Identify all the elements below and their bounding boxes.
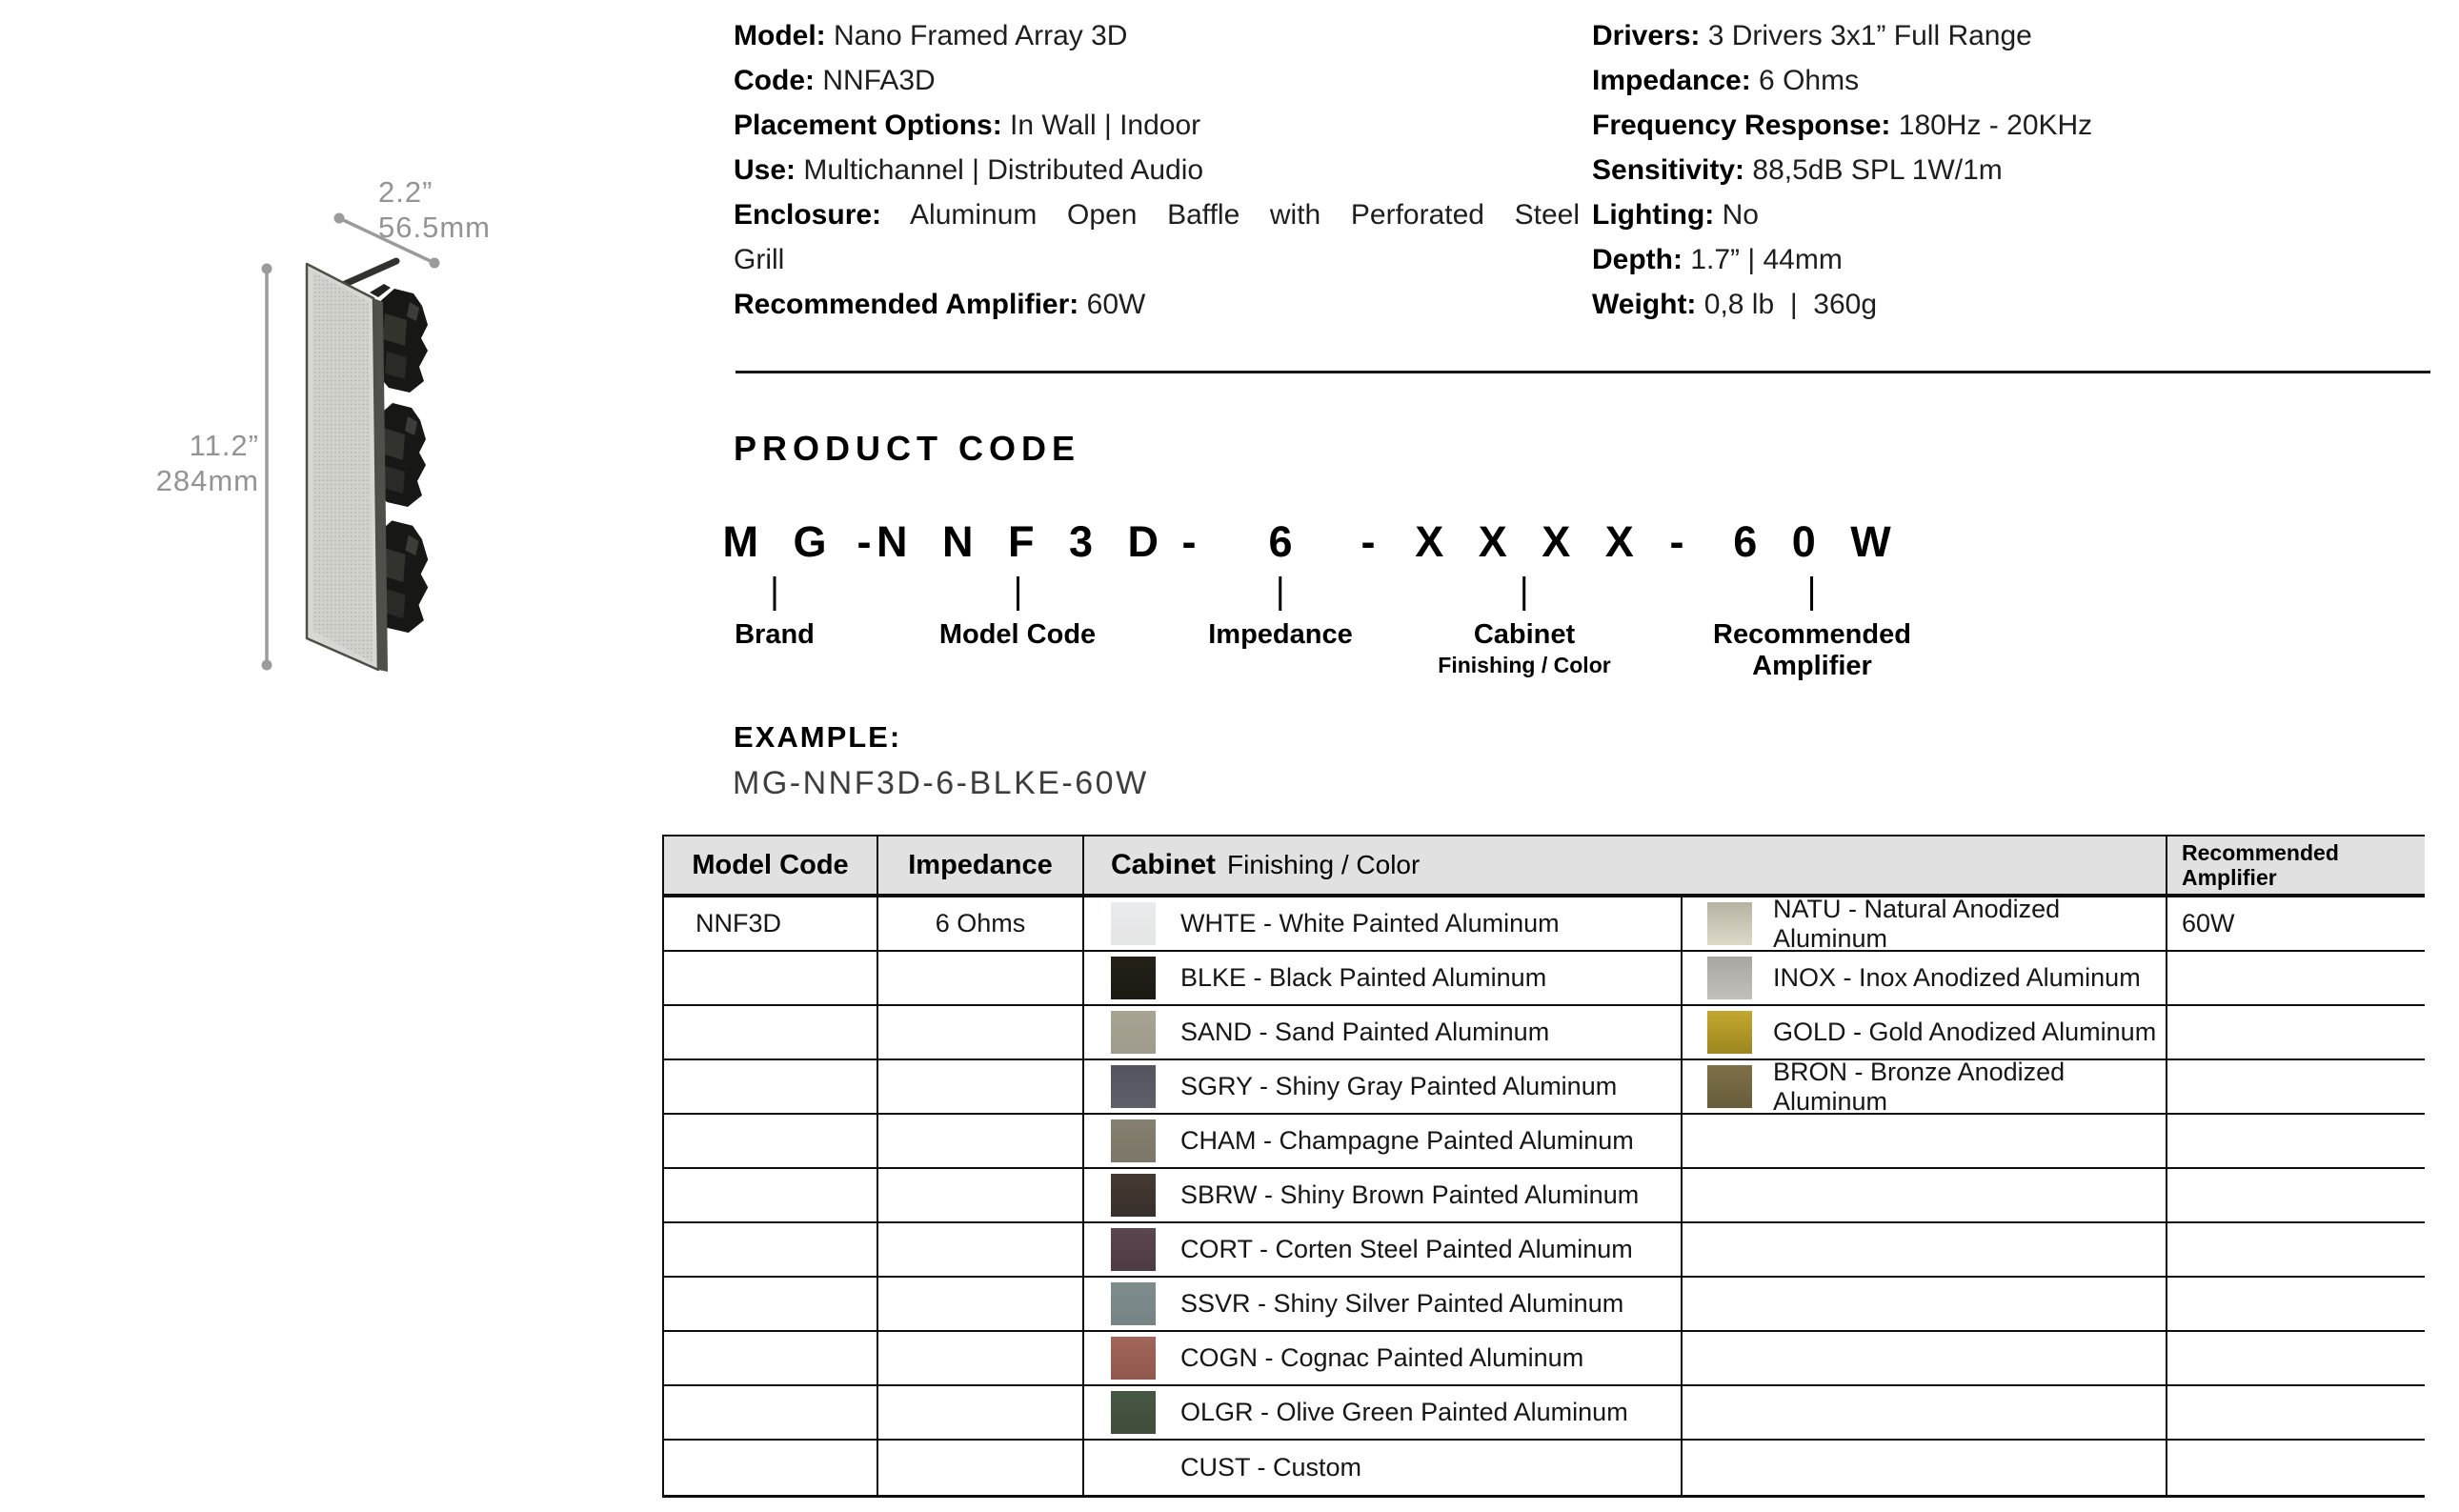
code-segment-label: Impedance	[1208, 619, 1353, 650]
finishes-table	[662, 835, 2425, 1498]
code-segment-impedance	[1208, 517, 1353, 651]
impedance-cell	[878, 1115, 1084, 1167]
specs-column-left	[734, 13, 1580, 327]
cabinet-finish-cell	[1084, 1332, 1683, 1384]
finish-label: CHAM - Champagne Painted Aluminum	[1180, 1126, 1634, 1155]
cabinet-finish-cell	[1084, 897, 1683, 950]
code-separator: -	[857, 517, 872, 566]
spec-label: Impedance:	[1592, 65, 1751, 96]
recommended-amplifier-cell: 60W	[2182, 909, 2235, 937]
code-separator: -	[1361, 517, 1376, 566]
spec-line: Use: Multichannel | Distributed Audio	[734, 154, 1204, 186]
spec-label: Depth:	[1592, 244, 1683, 275]
recommended-amplifier-cell	[2167, 1386, 2425, 1439]
model-code-cell	[664, 952, 878, 1004]
cabinet-finish-cell	[1683, 1057, 2167, 1116]
spec-label: Model:	[734, 20, 826, 51]
code-segment-label: Model Code	[938, 619, 1097, 650]
cabinet-finish-cell	[1683, 1441, 2167, 1495]
impedance-cell	[878, 1332, 1084, 1384]
header-cabinet	[1084, 837, 2167, 894]
finish-label: WHTE - White Painted Aluminum	[1180, 909, 1560, 937]
table-row	[664, 1057, 2425, 1116]
impedance-cell	[878, 1223, 1084, 1276]
product-code-title: PRODUCT CODE	[734, 429, 1081, 468]
finish-color-swatch	[1707, 1011, 1752, 1054]
code-segment-tick	[1017, 576, 1019, 611]
code-segment-value: X X X X	[1415, 517, 1645, 566]
spec-line: Lighting: No	[1592, 199, 1759, 231]
spec-line-continuation: Grill	[734, 244, 785, 275]
cabinet-finish-cell	[1683, 1223, 2167, 1276]
cabinet-finish-cell	[1084, 1060, 1683, 1113]
product-code-diagram	[0, 517, 2459, 708]
finish-color-swatch	[1111, 1065, 1156, 1108]
finish-color-swatch	[1111, 1282, 1156, 1325]
code-segment-brand	[712, 517, 838, 651]
finish-color-swatch	[1111, 1174, 1156, 1217]
height-mm: 284mm	[155, 464, 259, 497]
width-dimension-label	[378, 174, 491, 245]
finish-label: INOX - Inox Anodized Aluminum	[1773, 963, 2141, 992]
spec-line: Frequency Response: 180Hz - 20KHz	[1592, 110, 2093, 141]
cabinet-finish-cell	[1683, 1332, 2167, 1384]
impedance-cell	[878, 1006, 1084, 1058]
spec-label: Placement Options:	[734, 110, 1002, 141]
example-code: MG-NNF3D-6-BLKE-60W	[733, 765, 1149, 801]
model-code-cell	[664, 1223, 878, 1276]
recommended-amplifier-cell	[2167, 1006, 2425, 1058]
code-segment-tick	[1522, 576, 1525, 611]
cabinet-finish-cell	[1683, 1115, 2167, 1167]
finish-color-swatch	[1111, 1228, 1156, 1271]
code-segment-value: 6	[1268, 517, 1304, 566]
spec-line: Weight: 0,8 lb | 360g	[1592, 289, 1878, 320]
cabinet-finish-cell	[1084, 1278, 1683, 1330]
specs-column-right	[1592, 13, 2249, 327]
code-segment-label: Recommended	[1713, 619, 1911, 650]
spec-line: Model: Nano Framed Array 3D	[734, 20, 1128, 51]
model-code-cell	[664, 1006, 878, 1058]
finish-color-swatch	[1707, 957, 1752, 999]
table-row	[664, 1169, 2425, 1223]
spec-label: Lighting:	[1592, 199, 1715, 231]
model-code-cell	[664, 1386, 878, 1439]
recommended-amplifier-cell	[2167, 1278, 2425, 1330]
finish-color-swatch	[1111, 902, 1156, 945]
model-code-cell	[664, 1060, 878, 1113]
recommended-amplifier-cell	[2167, 1060, 2425, 1113]
spec-line: Impedance: 6 Ohms	[1592, 65, 1860, 96]
impedance-cell	[878, 952, 1084, 1004]
header-rec-amp-line1: Recommended	[2182, 840, 2339, 865]
code-segment-cabinet	[1403, 517, 1645, 678]
finish-label: SSVR - Shiny Silver Painted Aluminum	[1180, 1289, 1624, 1318]
cabinet-finish-cell	[1084, 1169, 1683, 1221]
impedance-cell	[878, 1386, 1084, 1439]
table-row	[664, 894, 2425, 953]
table-header-row	[664, 837, 2425, 897]
finish-color-swatch	[1707, 902, 1752, 945]
table-row	[664, 1006, 2425, 1060]
table-row	[664, 1278, 2425, 1332]
cabinet-finish-cell	[1084, 1441, 1683, 1495]
width-mm: 56.5mm	[378, 211, 491, 244]
cabinet-finish-cell	[1084, 1386, 1683, 1439]
cabinet-finish-cell	[1683, 952, 2167, 1004]
finish-label: COGN - Cognac Painted Aluminum	[1180, 1343, 1584, 1372]
spec-label: Drivers:	[1592, 20, 1701, 51]
header-rec-amp-line2: Amplifier	[2182, 865, 2277, 890]
code-segment-model-code	[865, 517, 1170, 651]
finish-label: BLKE - Black Painted Aluminum	[1180, 963, 1547, 992]
recommended-amplifier-cell	[2167, 952, 2425, 1004]
spec-label: Enclosure:	[734, 199, 882, 231]
header-cabinet-sub: Finishing / Color	[1227, 850, 1421, 879]
spec-label: Weight:	[1592, 289, 1697, 320]
spec-line: Depth: 1.7” | 44mm	[1592, 244, 1843, 275]
finish-label: SBRW - Shiny Brown Painted Aluminum	[1180, 1180, 1640, 1209]
header-impedance: Impedance	[878, 837, 1084, 894]
code-segment-tick	[774, 576, 776, 611]
recommended-amplifier-cell	[2167, 1441, 2425, 1495]
table-row	[664, 1332, 2425, 1386]
recommended-amplifier-cell	[2167, 1115, 2425, 1167]
header-cabinet-bold: Cabinet	[1111, 849, 1217, 880]
spec-line: Enclosure: Aluminum Open Baffle with Perforated Steel	[734, 199, 1580, 231]
cabinet-finish-cell	[1683, 894, 2167, 953]
model-code-cell	[664, 1169, 878, 1221]
code-segment-value: 6 0 W	[1733, 517, 1903, 566]
impedance-cell: 6 Ohms	[878, 897, 1084, 950]
height-dimension-label	[112, 428, 259, 498]
finish-label: SAND - Sand Painted Aluminum	[1180, 1018, 1550, 1046]
finish-label: OLGR - Olive Green Painted Aluminum	[1180, 1398, 1628, 1426]
spec-label: Frequency Response:	[1592, 110, 1891, 141]
section-divider	[736, 371, 2430, 373]
table-row	[664, 1223, 2425, 1278]
model-code-cell	[664, 1332, 878, 1384]
impedance-cell	[878, 1278, 1084, 1330]
cabinet-finish-cell	[1084, 1115, 1683, 1167]
height-inches: 11.2”	[189, 429, 259, 462]
model-code-cell: NNF3D	[664, 897, 878, 950]
table-row	[664, 1115, 2425, 1169]
spec-line: Code: NNFA3D	[734, 65, 936, 96]
finish-color-swatch	[1707, 1065, 1752, 1108]
finish-color-swatch	[1111, 1119, 1156, 1162]
impedance-cell	[878, 1060, 1084, 1113]
code-segment-label-line2: Amplifier	[1752, 651, 1872, 681]
cabinet-finish-cell	[1683, 1278, 2167, 1330]
code-segment-sublabel: Finishing / Color	[1438, 653, 1611, 677]
impedance-cell	[878, 1169, 1084, 1221]
code-segment-label: Brand	[735, 619, 815, 650]
code-segment-value: M G	[722, 517, 838, 566]
model-code-cell	[664, 1278, 878, 1330]
code-separator: -	[1181, 517, 1197, 566]
table-body	[664, 894, 2425, 1495]
cabinet-finish-cell	[1683, 1006, 2167, 1058]
code-segment-value: N N F 3 D	[876, 517, 1171, 566]
spec-line: Drivers: 3 Drivers 3x1” Full Range	[1592, 20, 2032, 51]
finish-label: NATU - Natural Anodized Aluminum	[1773, 894, 2061, 953]
finish-label: GOLD - Gold Anodized Aluminum	[1773, 1018, 2157, 1046]
table-row	[664, 952, 2425, 1006]
code-segment-recommended	[1713, 517, 1911, 682]
table-row	[664, 1441, 2425, 1495]
width-inches: 2.2”	[378, 175, 433, 209]
finish-color-swatch	[1111, 1011, 1156, 1054]
code-segment-tick	[1280, 576, 1282, 611]
spec-line: Recommended Amplifier: 60W	[734, 289, 1146, 320]
finish-label: BRON - Bronze Anodized Aluminum	[1773, 1057, 2066, 1116]
finish-label: SGRY - Shiny Gray Painted Aluminum	[1180, 1072, 1618, 1100]
code-segment-tick	[1810, 576, 1813, 611]
finish-color-swatch	[1111, 957, 1156, 999]
spec-label: Code:	[734, 65, 815, 96]
spec-label: Sensitivity:	[1592, 154, 1745, 186]
finish-label: CORT - Corten Steel Painted Aluminum	[1180, 1235, 1633, 1263]
code-separator: -	[1669, 517, 1684, 566]
cabinet-finish-cell	[1084, 952, 1683, 1004]
finish-color-swatch	[1111, 1337, 1156, 1380]
cabinet-finish-cell	[1084, 1006, 1683, 1058]
spec-line: Placement Options: In Wall | Indoor	[734, 110, 1201, 141]
cabinet-finish-cell	[1084, 1223, 1683, 1276]
finish-label: CUST - Custom	[1180, 1453, 1362, 1482]
example-title: EXAMPLE:	[734, 720, 902, 754]
header-model-code: Model Code	[664, 837, 878, 894]
model-code-cell	[664, 1441, 878, 1495]
recommended-amplifier-cell	[2167, 1223, 2425, 1276]
spec-label: Recommended Amplifier:	[734, 289, 1079, 320]
code-segment-label: Cabinet	[1473, 619, 1576, 650]
spec-line: Sensitivity: 88,5dB SPL 1W/1m	[1592, 154, 2003, 186]
header-recommended-amplifier	[2167, 837, 2425, 894]
model-code-cell	[664, 1115, 878, 1167]
spec-label: Use:	[734, 154, 796, 186]
cabinet-finish-cell	[1683, 1169, 2167, 1221]
recommended-amplifier-cell	[2167, 1332, 2425, 1384]
table-row	[664, 1386, 2425, 1441]
finish-color-swatch	[1111, 1391, 1156, 1434]
recommended-amplifier-cell	[2167, 1169, 2425, 1221]
cabinet-finish-cell	[1683, 1386, 2167, 1439]
impedance-cell	[878, 1441, 1084, 1495]
